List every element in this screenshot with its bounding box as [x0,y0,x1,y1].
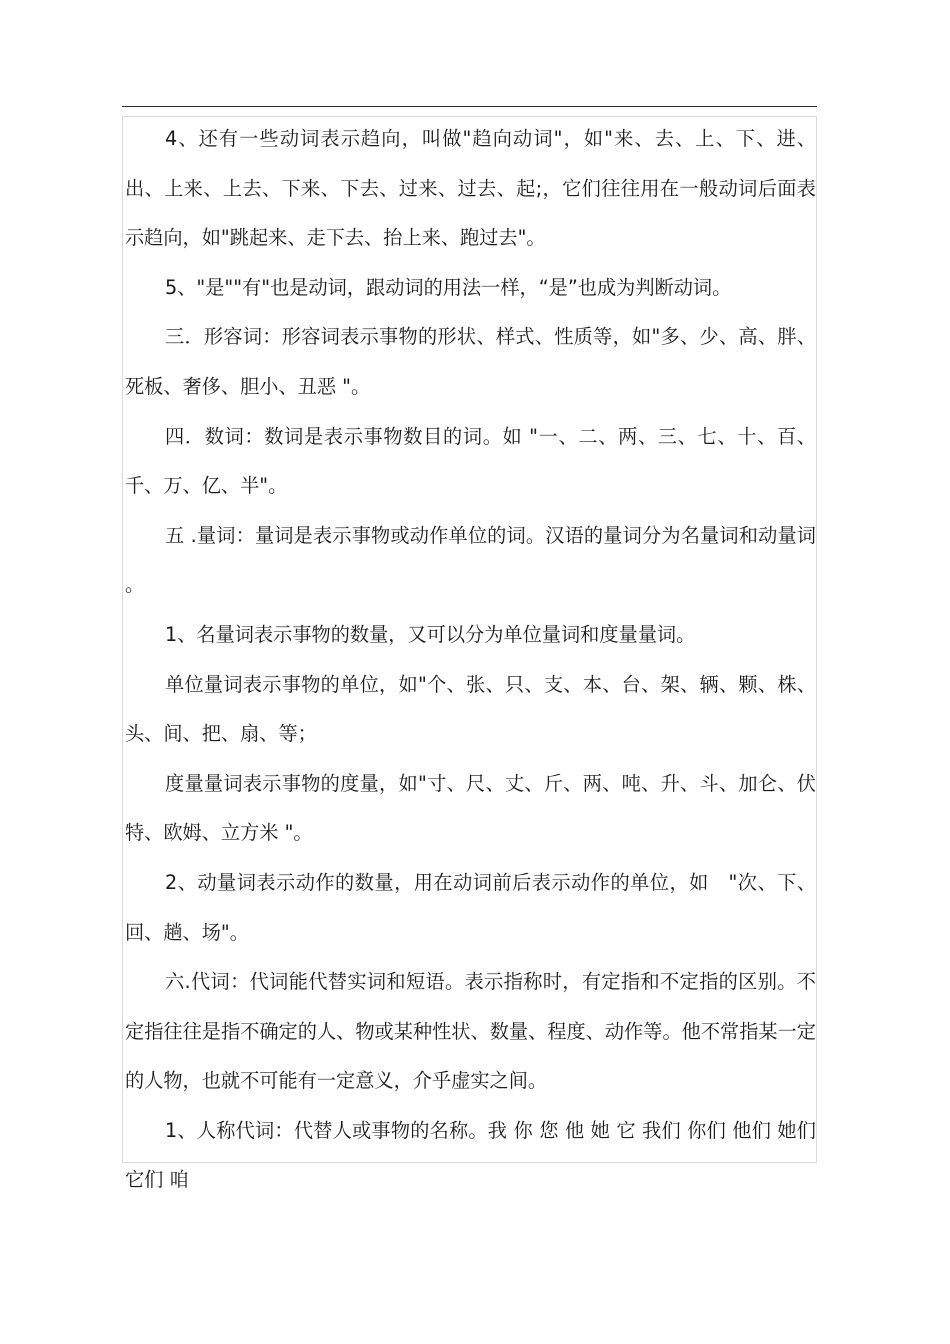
header-rule [122,106,817,107]
paragraph-nominal-measure-words: 1、名量词表示事物的数量，又可以分为单位量词和度量量词。 [165,622,696,646]
paragraph-verbal-measure-words: 2、动量词表示动作的数量，用在动词前后表示动作的单位，如 "次、下、回、趟、场"。 [125,870,816,944]
paragraph-metric-measure-words: 度量量词表示事物的度量，如"寸、尺、丈、斤、两、吨、升、斗、加仑、伏特、欧姆、立方米 "。 [125,771,816,845]
paragraph-numerals: 四．数词：数词是表示事物数目的词。如 "一、二、两、三、七、十、百、千、万、亿、半"。 [125,424,816,498]
paragraph-adjectives: 三．形容词：形容词表示事物的形状、样式、性质等，如"多、少、高、胖、死板、奢侈、胆小、丑恶 "。 [125,325,816,398]
paragraph-judgment-verbs: 5、"是""有"也是动词，跟动词的用法一样，“是”也成为判断动词。 [165,275,732,299]
paragraph-personal-pronouns: 1、人称代词：代替人或事物的名称。我 你 您 他 她 它 我们 你们 他们 她们 它们 咱 [125,1118,816,1192]
paragraph-unit-measure-words: 单位量词表示事物的单位，如"个、张、只、支、本、台、架、辆、颗、株、头、间、把、扇、等； [125,672,816,746]
paragraph-pronouns: 六.代词：代词能代替实词和短语。表示指称时，有定指和不定指的区别。不定指往往是指不确定的人、物或某种性状、数量、程度、动作等。他不常指某一定的人物，也就不可能有一定意义，介乎虚实之间。 [125,970,816,1093]
paragraph-list [125,114,816,1205]
paragraph-directional-verbs: 4、还有一些动词表示趋向，叫做"趋向动词"，如"来、去、上、下、进、出、上来、上去、下来、下去、过来、过去、起;，它们往往用在一般动词后面表示趋向，如"跳起来、走下去、抬上来、跑过去"。 [125,127,816,250]
paragraph-measure-words: 五 .量词：量词是表示事物或动作单位的词。汉语的量词分为名量词和动量词 。 [125,523,816,597]
document-body [122,116,817,1192]
